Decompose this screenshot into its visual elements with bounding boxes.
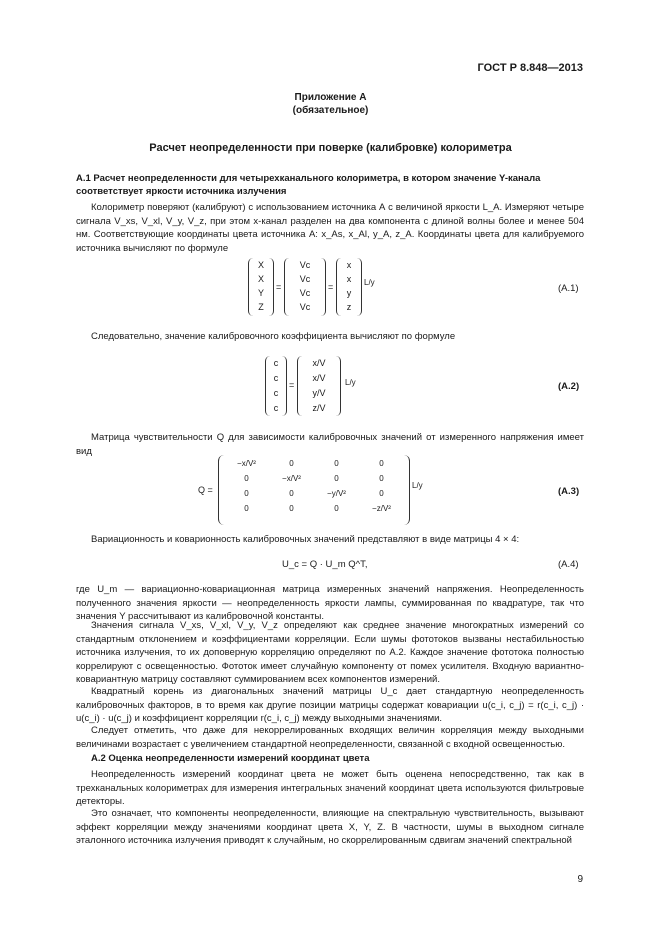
a1-paragraph-5: где U_m — вариационно-ковариационная матрица измеренных значений напряжения. Неопределенность полученного значения яркости — неопределенность яркости лампы, суммированная по квадратуре, так что значения Y рассчитывают из калибровочной константы. [76, 584, 584, 623]
section-title: Расчет неопределенности при поверке (калибровке) колориметра [149, 142, 512, 154]
a1-paragraph-7: Квадратный корень из диагональных значений матрицы U_c дает стандартную неопределенность калибровочных факторов, в то время как другие позиции матрицы содержат ковариации u(c_i, c_j) = r(c_i, c_j) · u(c_i) · u(c_j) и коэффициент корреляции r(c_i, c_j) между выходными значениями. [76, 686, 584, 725]
a1-paragraph-4: Вариационность и коварионность калибровочных значений представляют в виде матрицы 4 × 4: [91, 534, 520, 545]
page-number: 9 [577, 874, 583, 885]
equation-a1: X X Y Z = Vc Vc Vc Vc = x x y z L/y [248, 258, 388, 318]
a2-paragraph-1: Неопределенность измерений координат цвета не может быть оценена непосредственно, так как в трехканальных колориметрах для измерения интегральных значений координат цвета используются фильтровые детекторы. [76, 769, 584, 808]
a1-heading-line1: А.1 Расчет неопределенности для четырехканального колориметра, в котором значение Y-канала [76, 173, 541, 184]
equation-a4-label: (А.4) [558, 559, 579, 570]
a1-paragraph-2: Следовательно, значение калибровочного коэффициента вычисляют по формуле [91, 331, 456, 342]
a1-heading-line2: соответствует яркости источника излучения [76, 186, 287, 197]
equation-a3-label: (А.3) [558, 486, 580, 497]
a1-paragraph-8: Следует отметить, что даже для некоррелированных входящих величин корреляция между выходными величинами возрастает с увеличением стандартной неопределенности, связанной с входной освещенностью. [76, 725, 584, 750]
standard-number: ГОСТ Р 8.848—2013 [477, 62, 583, 74]
a1-paragraph-6: Значения сигнала V_xs, V_xl, V_y, V_z определяют как среднее значение многократных измерений со стандартным отклонением и коэффициентами корреляции. Если шумы фототоков вызваны нестабильностью источника излучения, то их доповерную корреляцию определяют по А.2. Каждое значение фототока полностью коррелируют с освещенностью. Фототок имеет случайную компоненту от помех усилителя. Входную вариантно-ковариантную матрицу составляют суммированием всех компонентов измерений. [76, 620, 584, 686]
a2-paragraph-2: Это означает, что компоненты неопределенности, влияющие на спектральную чувствительность, вызывают эффект корреляции между значениями координат цвета X, Y, Z. В частности, шумы в выходном сигнале эталонного источника излучения приводят к случайным, но скоррелированным сдвигам значений спектральной [76, 808, 584, 847]
a1-paragraph-3: Матрица чувствительности Q для зависимости калибровочных значений от измеренного напряжения имеет вид [76, 432, 584, 457]
appendix-note: (обязательное) [292, 105, 369, 116]
equation-a2-label: (А.2) [558, 381, 580, 392]
equation-a2: c c c c = x/V x/V y/V z/V L/y [265, 356, 375, 418]
a1-paragraph-1: Колориметр поверяют (калибруют) с использованием источника А с величиной яркости L_A. Измеряют четыре сигнала V_xs, V_xl, V_y, V_z, при этом x-канал разделен на два компонента с длиной волны более и менее 504 нм. Соответствующие координаты цвета источника А: x_As, x_Al, y_A, z_A. Координаты цвета для калибруемого источника вычисляют по формуле [76, 202, 584, 254]
a2-heading: А.2 Оценка неопределенности измерений координат цвета [91, 753, 370, 764]
equation-a4: U_c = Q · U_m Q^T, [282, 559, 368, 570]
equation-a1-label: (А.1) [558, 283, 579, 294]
equation-a3: Q = −x/V² 0 0 0 0 −x/V² 0 0 0 0 −y/V² 0 0 0 0 −z/V² L/y [198, 455, 438, 527]
appendix-title: Приложение А [294, 92, 367, 103]
